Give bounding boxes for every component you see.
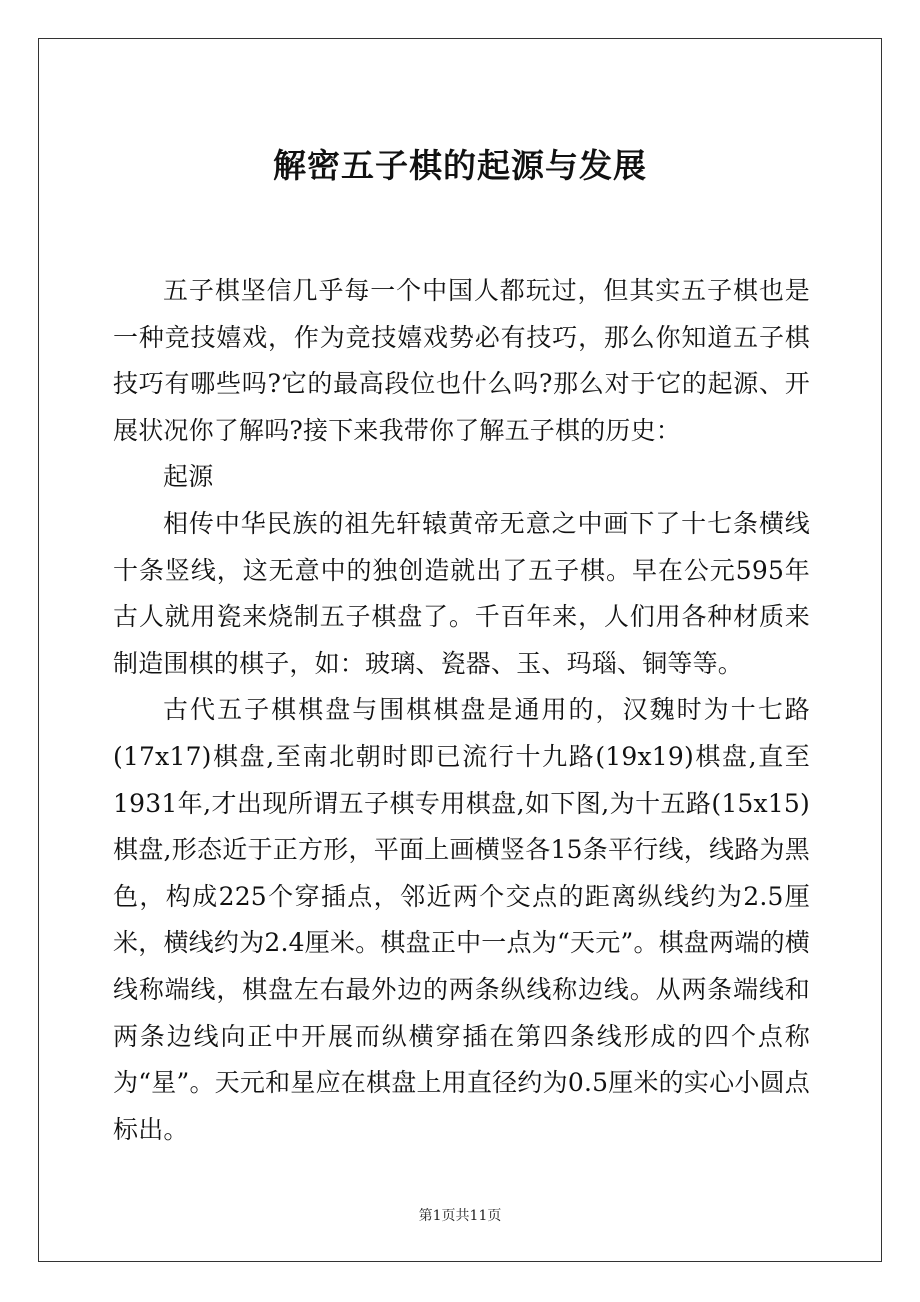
- page-total: 共11页: [455, 1208, 502, 1224]
- paragraph-board: 古代五子棋棋盘与围棋棋盘是通用的，汉魏时为十七路(17x17)棋盘,至南北朝时即已流行十九路(19x19)棋盘,直至1931年,才出现所谓五子棋专用棋盘,如下图,为十五路(15x15)棋盘,形态近于正方形，平面上画横竖各15条平行线，线路为黑色，构成225个穿插点，邻近两个交点的距离纵线约为2.5厘米，横线约为2.4厘米。棋盘正中一点为“天元”。棋盘两端的横线称端线，棋盘左右最外边的两条纵线称边线。从两条端线和两条边线向正中开展而纵横穿插在第四条线形成的四个点称为“星”。天元和星应在棋盘上用直径约为0.5厘米的实心小圆点标出。: [113, 695, 810, 1144]
- paragraph-legend: 相传中华民族的祖先轩辕黄帝无意之中画下了十七条横线十条竖线，这无意中的独创造就出了五子棋。早在公元595年古人就用瓷来烧制五子棋盘了。千百年来，人们用各种材质来制造围棋的棋子，如：玻璃、瓷器、玉、玛瑙、铜等等。: [113, 508, 810, 678]
- document-title: 解密五子棋的起源与发展: [273, 146, 647, 185]
- section-heading-origin: 起源: [163, 462, 214, 492]
- paragraph-intro: 五子棋坚信几乎每一个中国人都玩过，但其实五子棋也是一种竞技嬉戏，作为竞技嬉戏势必有技巧，那么你知道五子棋技巧有哪些吗?它的最高段位也什么吗?那么对于它的起源、开展状况你了解吗?接下来我带你了解五子棋的历史：: [113, 276, 810, 445]
- document-body: [113, 268, 810, 1153]
- page-footer: [0, 1206, 920, 1226]
- page-number: 第1页: [418, 1208, 456, 1224]
